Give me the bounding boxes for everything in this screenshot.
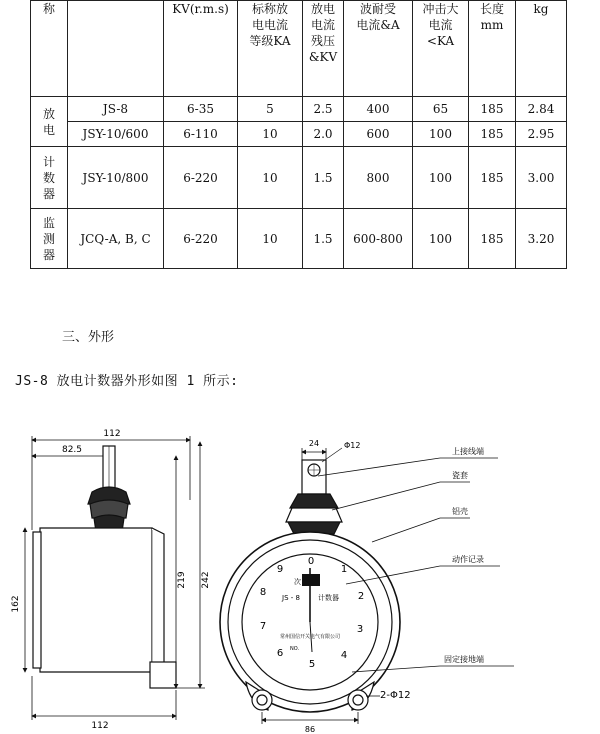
outline-figure bbox=[0, 400, 600, 734]
group-label-char: 监 bbox=[42, 215, 55, 230]
header-text: KV(r.m.s) bbox=[172, 2, 229, 16]
header-text: 电流 bbox=[310, 18, 335, 32]
header-cell bbox=[164, 1, 238, 97]
header-cell bbox=[516, 1, 567, 97]
dim-base-label: 86 bbox=[304, 725, 316, 734]
dial-number: 3 bbox=[356, 624, 364, 635]
table-cell: 185 bbox=[469, 209, 516, 269]
dim-height-left-label: 162 bbox=[11, 595, 21, 613]
header-text: mm bbox=[480, 18, 504, 32]
table-cell: 100 bbox=[413, 122, 469, 147]
table-cell: 2.5 bbox=[303, 97, 344, 122]
table-cell: JSY-10/800 bbox=[68, 147, 164, 209]
callout-porcelain: 瓷套 bbox=[452, 471, 468, 480]
callout-ground-terminal: 固定接地端 bbox=[444, 655, 484, 664]
group-label-char: 电 bbox=[42, 122, 55, 137]
callout-aluminum-shell: 铝壳 bbox=[452, 507, 468, 516]
table-cell: 3.00 bbox=[516, 147, 567, 209]
table-cell: 185 bbox=[469, 147, 516, 209]
dial-title: 计数器 bbox=[318, 594, 339, 602]
dial-number: 9 bbox=[276, 564, 284, 575]
header-cell bbox=[68, 1, 164, 97]
header-text: 称 bbox=[42, 2, 55, 16]
dial-number: 0 bbox=[307, 556, 315, 567]
group-label-char: 数 bbox=[42, 170, 55, 185]
mount-holes-label: 2-Φ12 bbox=[380, 690, 411, 701]
group-label-char: 放 bbox=[42, 106, 55, 121]
spec-table bbox=[30, 0, 567, 269]
table-cell: 600-800 bbox=[344, 209, 413, 269]
group-label-cell bbox=[31, 147, 68, 209]
table-cell: 10 bbox=[238, 147, 303, 209]
callout-action-record: 动作记录 bbox=[452, 555, 484, 564]
group-label-char: 器 bbox=[42, 247, 55, 262]
dial-number: 1 bbox=[340, 564, 348, 575]
dim-stud-label: 82.5 bbox=[61, 445, 83, 455]
header-text: 电电流 bbox=[251, 18, 288, 32]
table-cell: 100 bbox=[413, 147, 469, 209]
table-cell: JCQ-A, B, C bbox=[68, 209, 164, 269]
header-text: 标称放 bbox=[251, 2, 288, 16]
group-label-char: 计 bbox=[42, 154, 55, 169]
header-text: 电流&A bbox=[356, 18, 400, 32]
group-label-char: 器 bbox=[42, 186, 55, 201]
table-cell: 2.84 bbox=[516, 97, 567, 122]
dial-model: JS - 8 bbox=[282, 594, 300, 602]
table-cell: 1.5 bbox=[303, 147, 344, 209]
table-cell: JS-8 bbox=[68, 97, 164, 122]
dim-stud-width-label: 24 bbox=[308, 439, 320, 448]
table-cell: 5 bbox=[238, 97, 303, 122]
table-cell: 10 bbox=[238, 209, 303, 269]
table-row bbox=[31, 122, 567, 147]
table-cell: 10 bbox=[238, 122, 303, 147]
table-cell: 1.5 bbox=[303, 209, 344, 269]
header-text: 等级KA bbox=[249, 34, 291, 48]
header-text: 长度 bbox=[479, 2, 504, 16]
dial-logo bbox=[302, 574, 320, 586]
table-cell: 6-220 bbox=[164, 147, 238, 209]
dial-label-left: 次 bbox=[294, 578, 301, 586]
header-text: 波耐受 bbox=[359, 2, 396, 16]
table-cell: 100 bbox=[413, 209, 469, 269]
table-cell: 2.0 bbox=[303, 122, 344, 147]
header-text: kg bbox=[533, 2, 549, 16]
header-text: 放电 bbox=[310, 2, 335, 16]
table-row bbox=[31, 97, 567, 122]
dial-number: 2 bbox=[357, 591, 365, 602]
header-text: 冲击大 bbox=[422, 2, 459, 16]
table-row bbox=[31, 147, 567, 209]
dim-height-outer-label: 242 bbox=[201, 571, 211, 589]
table-cell: 3.20 bbox=[516, 209, 567, 269]
dial-number: 4 bbox=[340, 650, 348, 661]
header-cell bbox=[31, 1, 68, 97]
group-label-char: 测 bbox=[42, 231, 55, 246]
header-text: 残压 bbox=[310, 34, 335, 48]
table-cell: 6-110 bbox=[164, 122, 238, 147]
table-cell: 185 bbox=[469, 122, 516, 147]
dial-maker: 常州国信开关电气有限公司 bbox=[279, 634, 341, 640]
dial-label-bottom: NO. bbox=[290, 646, 300, 652]
table-cell: 185 bbox=[469, 97, 516, 122]
table-cell: 600 bbox=[344, 122, 413, 147]
callout-top-terminal: 上接线端 bbox=[452, 447, 484, 456]
section-heading: 三、外形 bbox=[62, 330, 115, 345]
table-header-row bbox=[31, 1, 567, 97]
table-row bbox=[31, 209, 567, 269]
dial-number: 7 bbox=[259, 621, 267, 632]
table-cell: JSY-10/600 bbox=[68, 122, 164, 147]
table-cell: 65 bbox=[413, 97, 469, 122]
dim-bottom-label: 112 bbox=[91, 721, 109, 731]
group-label-cell bbox=[31, 209, 68, 269]
header-text: &KV bbox=[308, 50, 338, 64]
dial-number: 5 bbox=[308, 659, 316, 670]
header-cell bbox=[238, 1, 303, 97]
header-cell bbox=[469, 1, 516, 97]
header-cell bbox=[413, 1, 469, 97]
dial-number: 6 bbox=[276, 648, 284, 659]
table-cell: 400 bbox=[344, 97, 413, 122]
table-cell: 800 bbox=[344, 147, 413, 209]
dim-height-inner-label: 219 bbox=[177, 571, 187, 589]
group-label-cell bbox=[31, 97, 68, 147]
header-text: <KA bbox=[426, 34, 455, 48]
table-cell: 6-35 bbox=[164, 97, 238, 122]
header-cell bbox=[344, 1, 413, 97]
dim-hole-label: Φ12 bbox=[344, 441, 361, 450]
table-cell: 2.95 bbox=[516, 122, 567, 147]
header-cell bbox=[303, 1, 344, 97]
dim-top-label: 112 bbox=[103, 429, 121, 439]
table-cell: 6-220 bbox=[164, 209, 238, 269]
header-text: 电流 bbox=[428, 18, 453, 32]
intro-text: JS-8 放电计数器外形如图 1 所示: bbox=[15, 374, 239, 389]
dial-number: 8 bbox=[259, 587, 267, 598]
